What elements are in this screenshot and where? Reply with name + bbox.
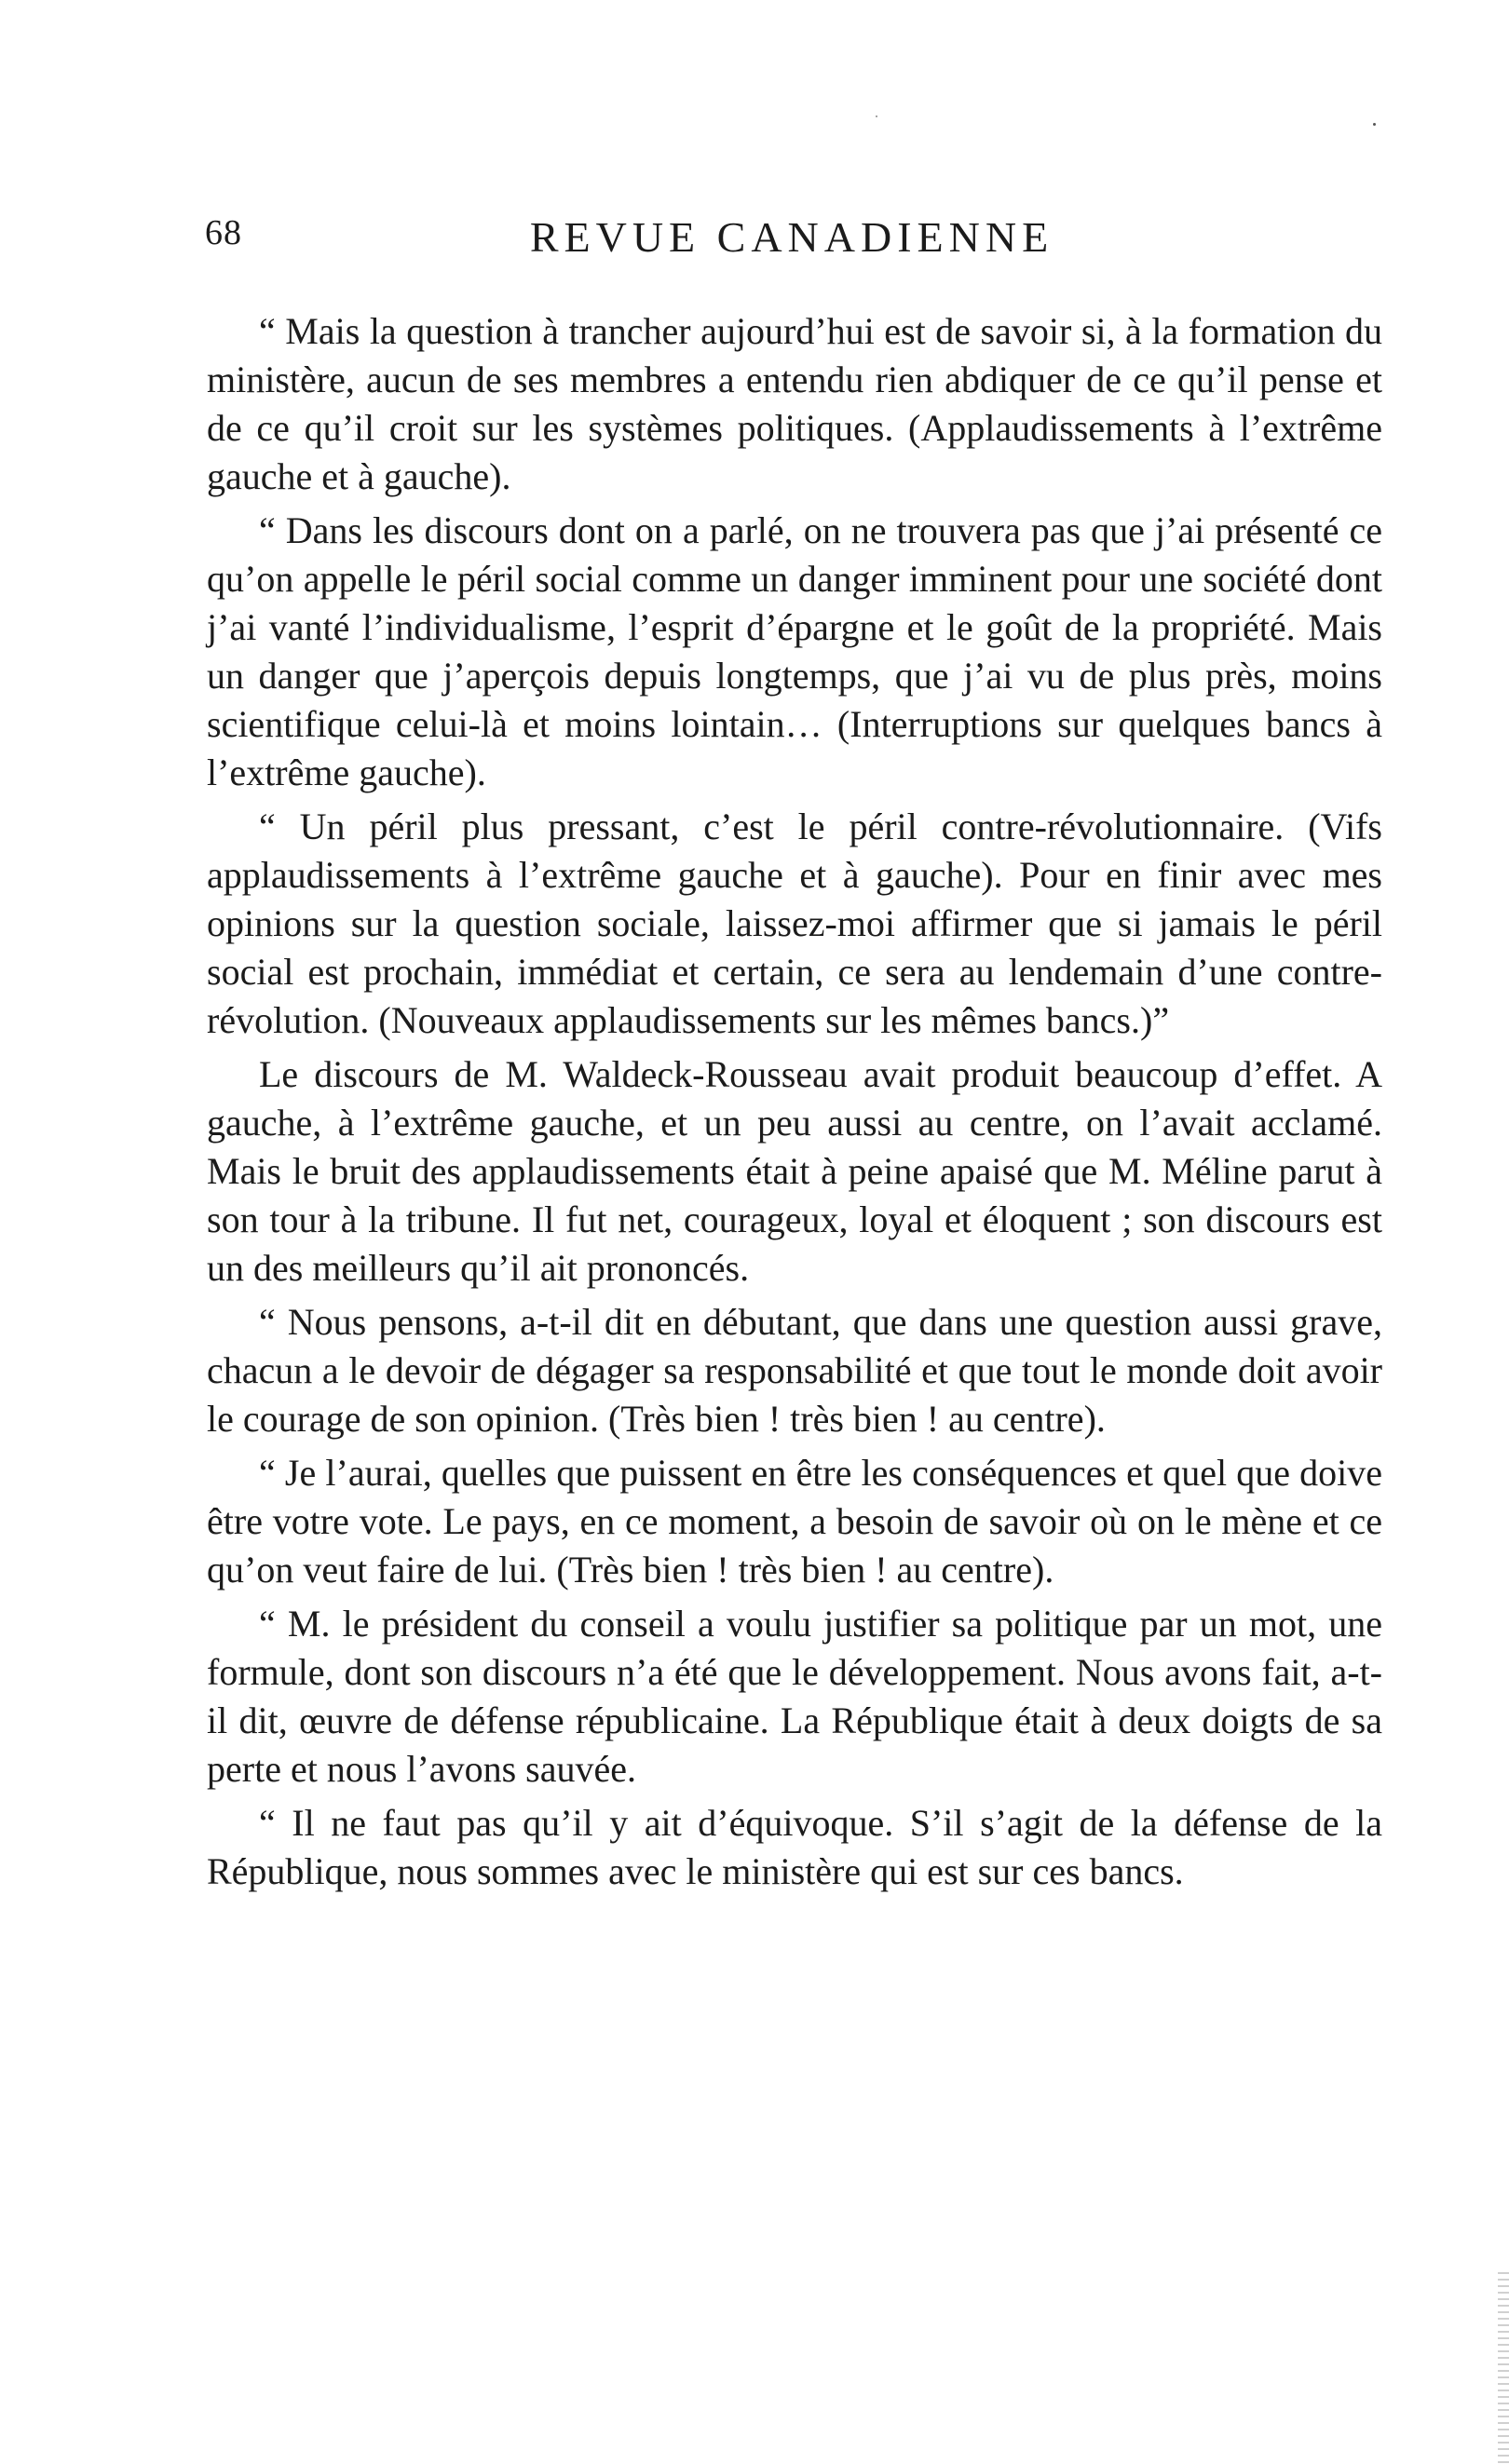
page-number: 68: [205, 213, 242, 252]
paragraph: “ Nous pensons, a-t-il dit en débutant, que dans une question aussi grave, chacun a le devoir de dégager sa responsabilité et que tout le monde doit avoir le courage de son opinion. (Très bien ! très bien ! au centre).: [207, 1301, 1382, 1440]
scan-speck: [876, 115, 877, 117]
scan-speck: [1373, 123, 1376, 126]
article-body: [207, 307, 1382, 2375]
paragraph: “ Dans les discours dont on a parlé, on ne trouvera pas que j’ai présenté ce qu’on appelle le péril social comme un danger imminent pour une société dont j’ai vanté l’individualisme, l’esprit d’épargne et le goût de la propriété. Mais un danger que j’aperçois depuis longtemps, que j’ai vu de plus près, moins scientifique celui-là et moins lointain… (Interruptions sur quelques bancs à l’extrême gauche).: [207, 509, 1382, 793]
paragraph: Le discours de M. Waldeck-Rousseau avait produit beaucoup d’effet. A gauche, à l’extrême gauche, et un peu aussi au centre, on l’avait acclamé. Mais le bruit des applaudissements était à peine apaisé que M. Méline parut à son tour à la tribune. Il fut net, courageux, loyal et éloquent ; son discours est un des meilleurs qu’il ait prononcés.: [207, 1053, 1382, 1289]
paragraph: “ Je l’aurai, quelles que puissent en être les conséquences et quel que doive être votre vote. Le pays, en ce moment, a besoin de savoir où on le mène et ce qu’on veut faire de lui. (Très bien ! très bien ! au centre).: [207, 1452, 1382, 1591]
running-title: REVUE CANADIENNE: [529, 213, 1054, 261]
page-header: [205, 212, 1379, 268]
paragraph: “ Mais la question à trancher aujourd’hui est de savoir si, à la formation du ministère, aucun de ses membres a entendu rien abdiquer de ce qu’il pense et de ce qu’il croit sur les systèmes politiques. (Applaudissements à l’extrême gauche et à gauche).: [207, 310, 1382, 497]
paragraph: “ Un péril plus pressant, c’est le péril contre-révolutionnaire. (Vifs applaudissements à l’extrême gauche et à gauche). Pour en finir avec mes opinions sur la question sociale, laissez-moi affirmer que si jamais le péril social est prochain, immédiat et certain, ce sera au lendemain d’une contre-révolution. (Nouveaux applaudissements sur les mêmes bancs.)”: [207, 806, 1382, 1041]
paragraph: “ M. le président du conseil a voulu justifier sa politique par un mot, une formule, dont son discours n’a été que le développement. Nous avons fait, a-t-il dit, œuvre de défense républicaine. La République était à deux doigts de sa perte et nous l’avons sauvée.: [207, 1603, 1382, 1790]
paragraph: “ Il ne faut pas qu’il y ait d’équivoque. S’il s’agit de la défense de la République, nous sommes avec le ministère qui est sur ces bancs.: [207, 1802, 1382, 1892]
scan-edge-noise: [1498, 2272, 1509, 2464]
